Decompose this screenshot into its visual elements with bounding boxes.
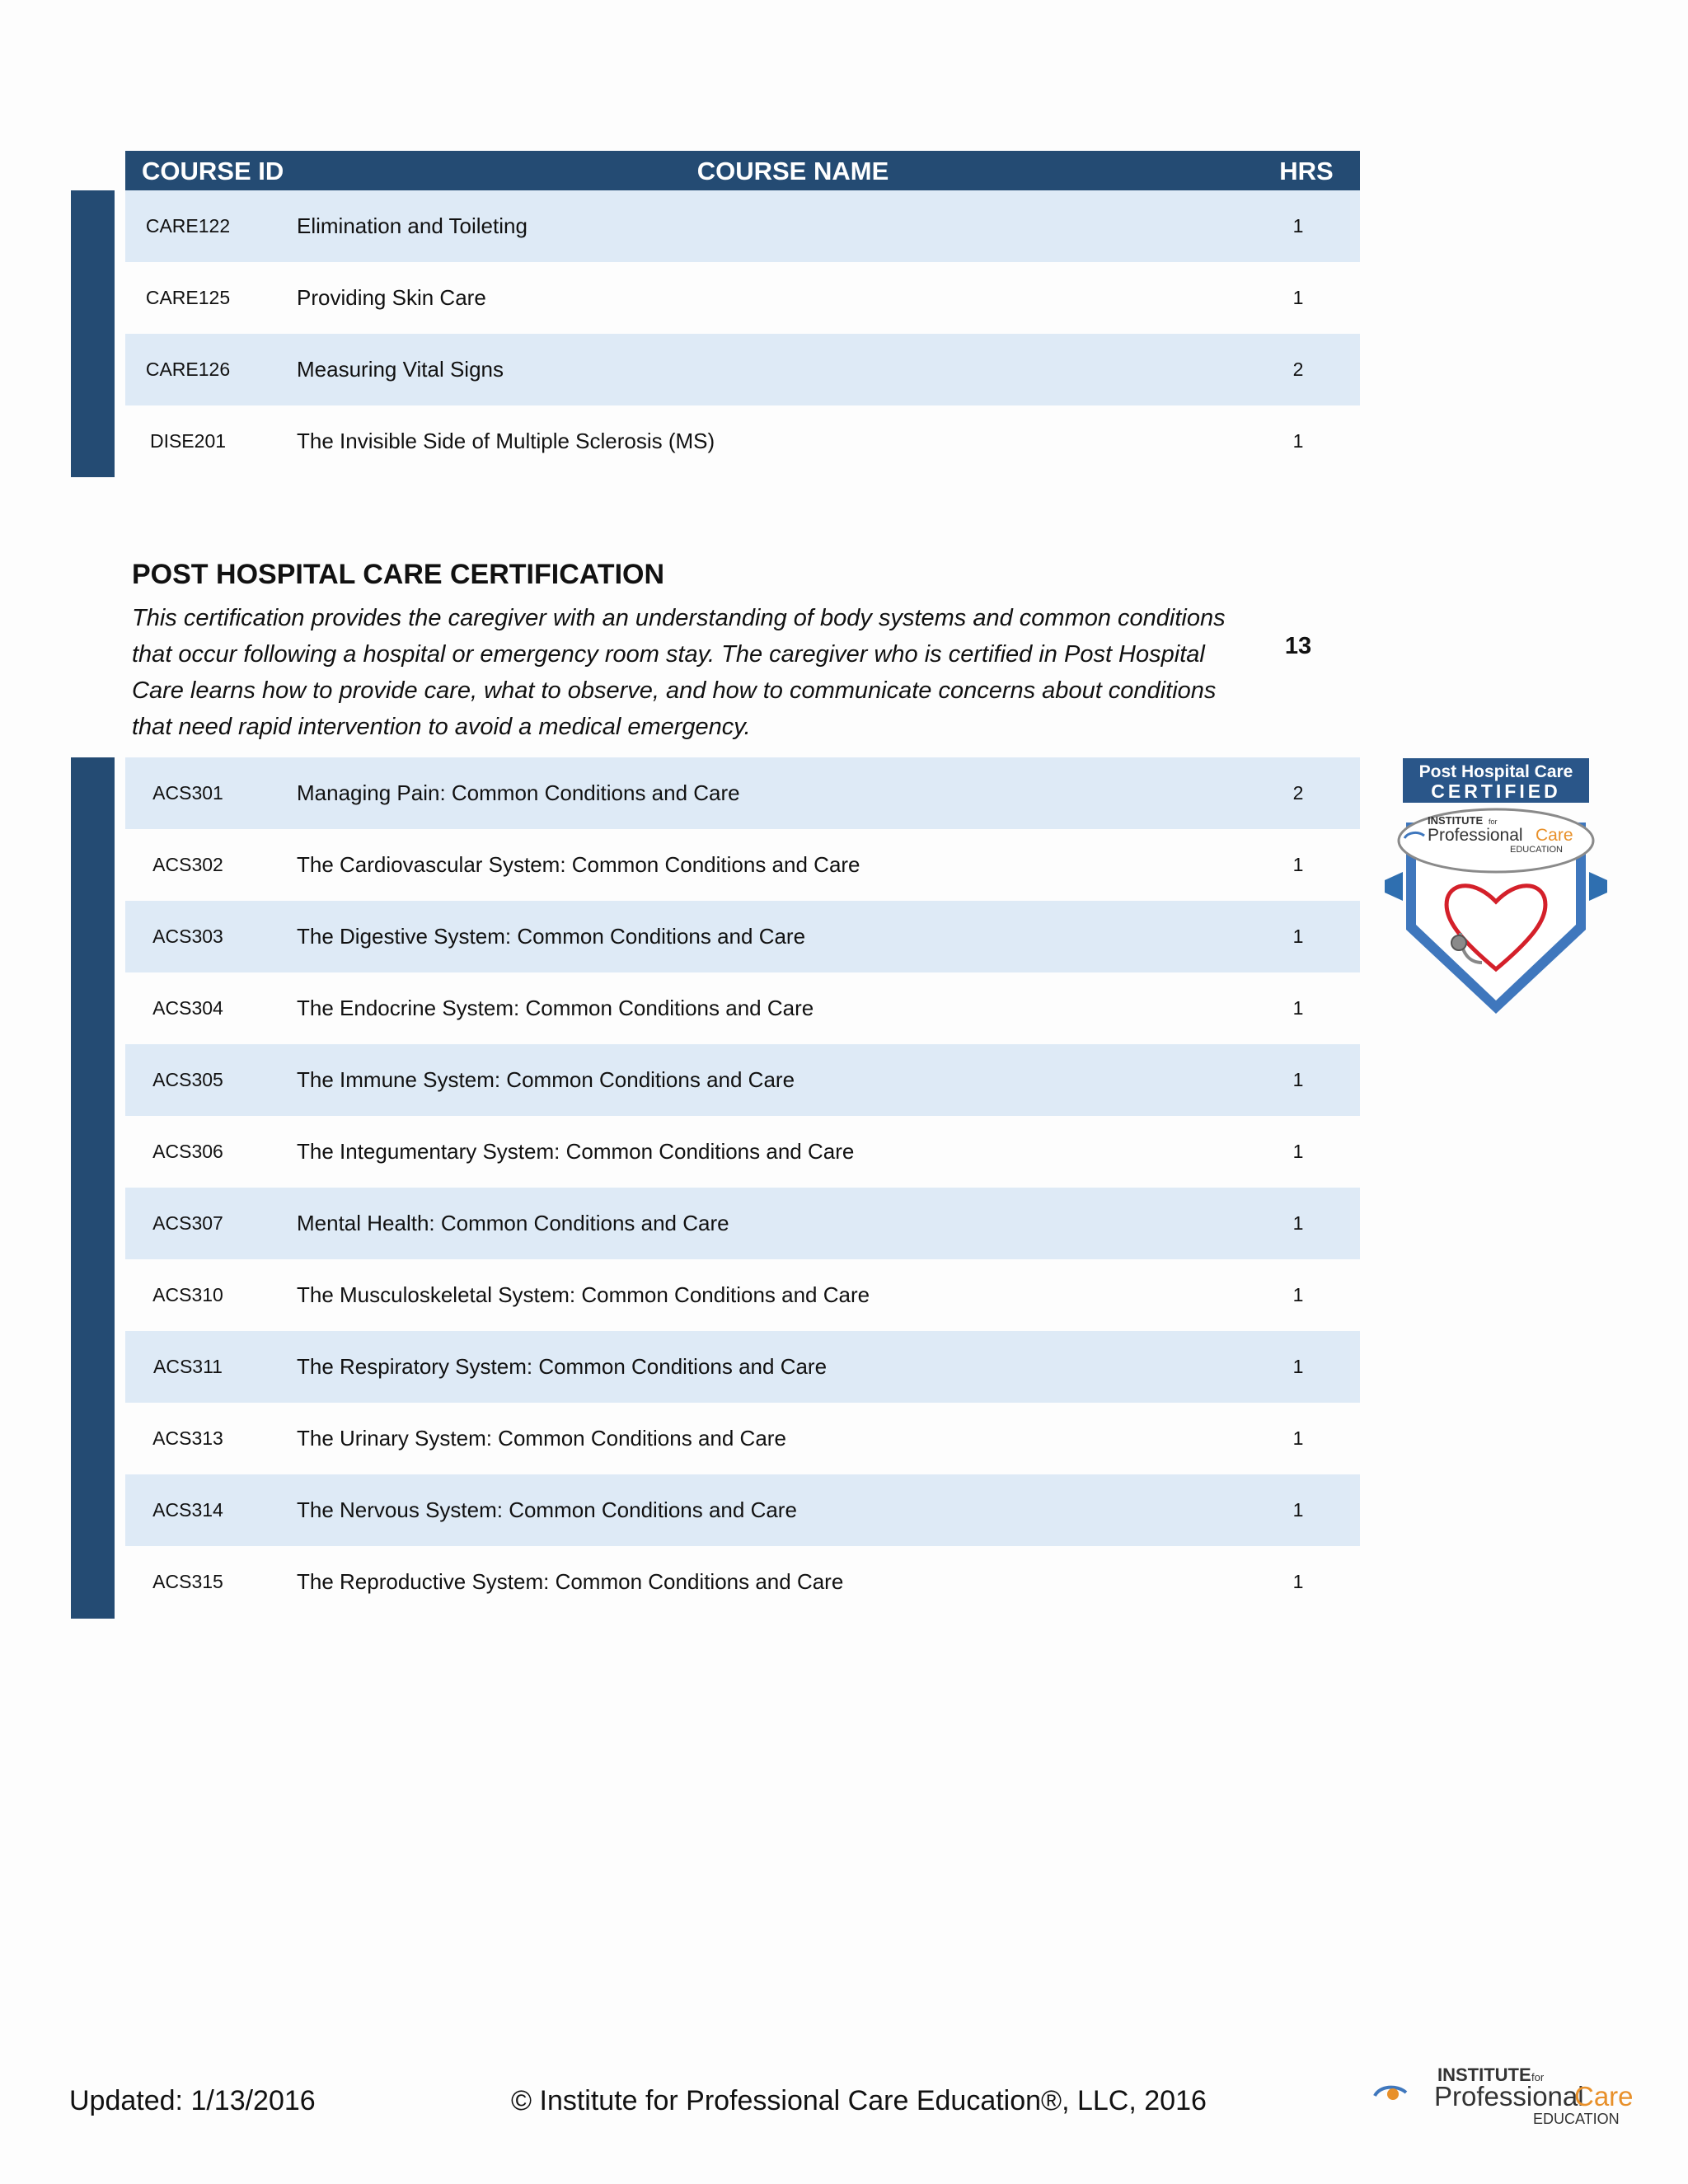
- course-hrs: 1: [1292, 926, 1304, 947]
- certified-badge: [1378, 757, 1614, 1020]
- badge-line2: CERTIFIED: [1431, 780, 1561, 802]
- course-hrs: 1: [1292, 1141, 1304, 1162]
- course-name: The Digestive System: Common Conditions and Care: [297, 924, 806, 949]
- ribbon-left: [1385, 872, 1403, 901]
- badge-logo-top: INSTITUTE: [1428, 814, 1484, 827]
- course-id: ACS315: [152, 1571, 223, 1592]
- course-hrs: 1: [1292, 215, 1304, 237]
- updated-date: Updated: 1/13/2016: [69, 2085, 316, 2116]
- footer-logo-top: INSTITUTE: [1437, 2064, 1531, 2085]
- table-row: [125, 1331, 1360, 1403]
- course-name: The Nervous System: Common Conditions and Care: [297, 1497, 797, 1522]
- footer-logo-care: Care: [1574, 2081, 1634, 2111]
- course-hrs: 2: [1292, 359, 1304, 380]
- course-id: ACS303: [152, 926, 223, 947]
- course-name: Managing Pain: Common Conditions and Care: [297, 780, 740, 805]
- course-id: ACS310: [152, 1284, 223, 1305]
- course-id: ACS304: [152, 997, 223, 1019]
- table-row: [125, 262, 1360, 334]
- course-hrs: 1: [1292, 1212, 1304, 1234]
- table-row: [125, 1474, 1360, 1546]
- course-hrs: 1: [1292, 1284, 1304, 1305]
- header-course-name: COURSE NAME: [696, 157, 889, 185]
- course-id: DISE201: [149, 430, 227, 452]
- course-name: The Endocrine System: Common Conditions and Care: [297, 996, 814, 1020]
- footer-logo-sub: EDUCATION: [1533, 2111, 1620, 2127]
- course-name: The Invisible Side of Multiple Sclerosis (MS): [297, 429, 715, 453]
- course-id: CARE126: [145, 359, 231, 380]
- course-hrs: 1: [1292, 1499, 1304, 1521]
- table-row: [125, 405, 1360, 477]
- top-course-table: [125, 190, 1360, 477]
- footer-logo-main: Professional: [1434, 2081, 1584, 2111]
- table-row: [125, 901, 1360, 972]
- course-name: The Integumentary System: Common Conditions and Care: [297, 1139, 855, 1164]
- course-id: ACS311: [153, 1356, 223, 1377]
- course-id: CARE125: [145, 287, 231, 308]
- course-name: Measuring Vital Signs: [297, 357, 504, 382]
- badge-logo-main: Professional: [1428, 826, 1523, 845]
- ribbon-right: [1589, 872, 1607, 901]
- badge-logo-sub: EDUCATION: [1510, 845, 1563, 855]
- badge-logo-care: Care: [1536, 826, 1573, 845]
- course-id: ACS301: [152, 782, 223, 804]
- course-name: Elimination and Toileting: [297, 213, 528, 238]
- group-bar-top: [71, 190, 115, 477]
- section-total-hrs: 13: [1284, 633, 1312, 659]
- course-hrs: 1: [1292, 1356, 1304, 1377]
- badge-logo-for: for: [1489, 818, 1498, 826]
- course-hrs: 1: [1292, 430, 1304, 452]
- table-row: [125, 1044, 1360, 1116]
- course-id: ACS313: [152, 1427, 223, 1449]
- badge-line1: Post Hospital Care: [1418, 762, 1573, 781]
- group-bar-section: [71, 757, 115, 1619]
- course-id: ACS314: [152, 1499, 223, 1521]
- table-row: [125, 757, 1360, 829]
- table-row: [125, 1546, 1360, 1618]
- course-hrs: 1: [1292, 1069, 1304, 1090]
- course-name: Mental Health: Common Conditions and Care: [297, 1211, 729, 1235]
- table-row: [125, 1403, 1360, 1474]
- header-hrs: HRS: [1279, 157, 1334, 185]
- table-row: [125, 1188, 1360, 1259]
- course-id: ACS306: [152, 1141, 223, 1162]
- course-name: The Musculoskeletal System: Common Conditions and Care: [297, 1282, 870, 1307]
- course-name: Providing Skin Care: [297, 285, 486, 310]
- course-name: The Urinary System: Common Conditions and Care: [297, 1426, 786, 1451]
- course-name: The Reproductive System: Common Conditions and Care: [297, 1569, 844, 1594]
- header-course-id: COURSE ID: [142, 157, 284, 185]
- table-row: [125, 829, 1360, 901]
- table-row: [125, 972, 1360, 1044]
- course-hrs: 1: [1292, 854, 1304, 875]
- footer-logo-for: for: [1531, 2071, 1545, 2083]
- course-id: ACS305: [152, 1069, 223, 1090]
- course-hrs: 1: [1292, 1427, 1304, 1449]
- table-row: [125, 1116, 1360, 1188]
- course-name: The Cardiovascular System: Common Conditions and Care: [297, 852, 860, 877]
- course-name: The Immune System: Common Conditions and Care: [297, 1067, 795, 1092]
- table-row: [125, 334, 1360, 405]
- table-row: [125, 190, 1360, 262]
- course-id: ACS307: [152, 1212, 223, 1234]
- section-course-table: [125, 757, 1360, 1618]
- copyright-text: © Institute for Professional Care Education®, LLC, 2016: [511, 2085, 1207, 2116]
- course-id: ACS302: [152, 854, 223, 875]
- table-header: [125, 151, 1360, 190]
- course-hrs: 1: [1292, 1571, 1304, 1592]
- course-hrs: 1: [1292, 997, 1304, 1019]
- stethoscope-icon: [1451, 935, 1466, 950]
- footer-logo: [1368, 2056, 1648, 2130]
- course-hrs: 1: [1292, 287, 1304, 308]
- course-hrs: 2: [1292, 782, 1304, 804]
- logo-dot-icon: [1387, 2088, 1399, 2100]
- section-title: POST HOSPITAL CARE CERTIFICATION: [132, 559, 665, 590]
- section-description: This certification provides the caregiver with an understanding of body systems and common conditions that occur following a hospital or emergency room stay. The caregiver who is certified in Post Hospital Care learns how to provide care, what to observe, and how to communicate concerns about conditions that need rapid intervention to avoid a medical emergency.: [132, 605, 1226, 740]
- course-id: CARE122: [145, 215, 231, 237]
- course-name: The Respiratory System: Common Conditions and Care: [297, 1354, 828, 1379]
- table-row: [125, 1259, 1360, 1331]
